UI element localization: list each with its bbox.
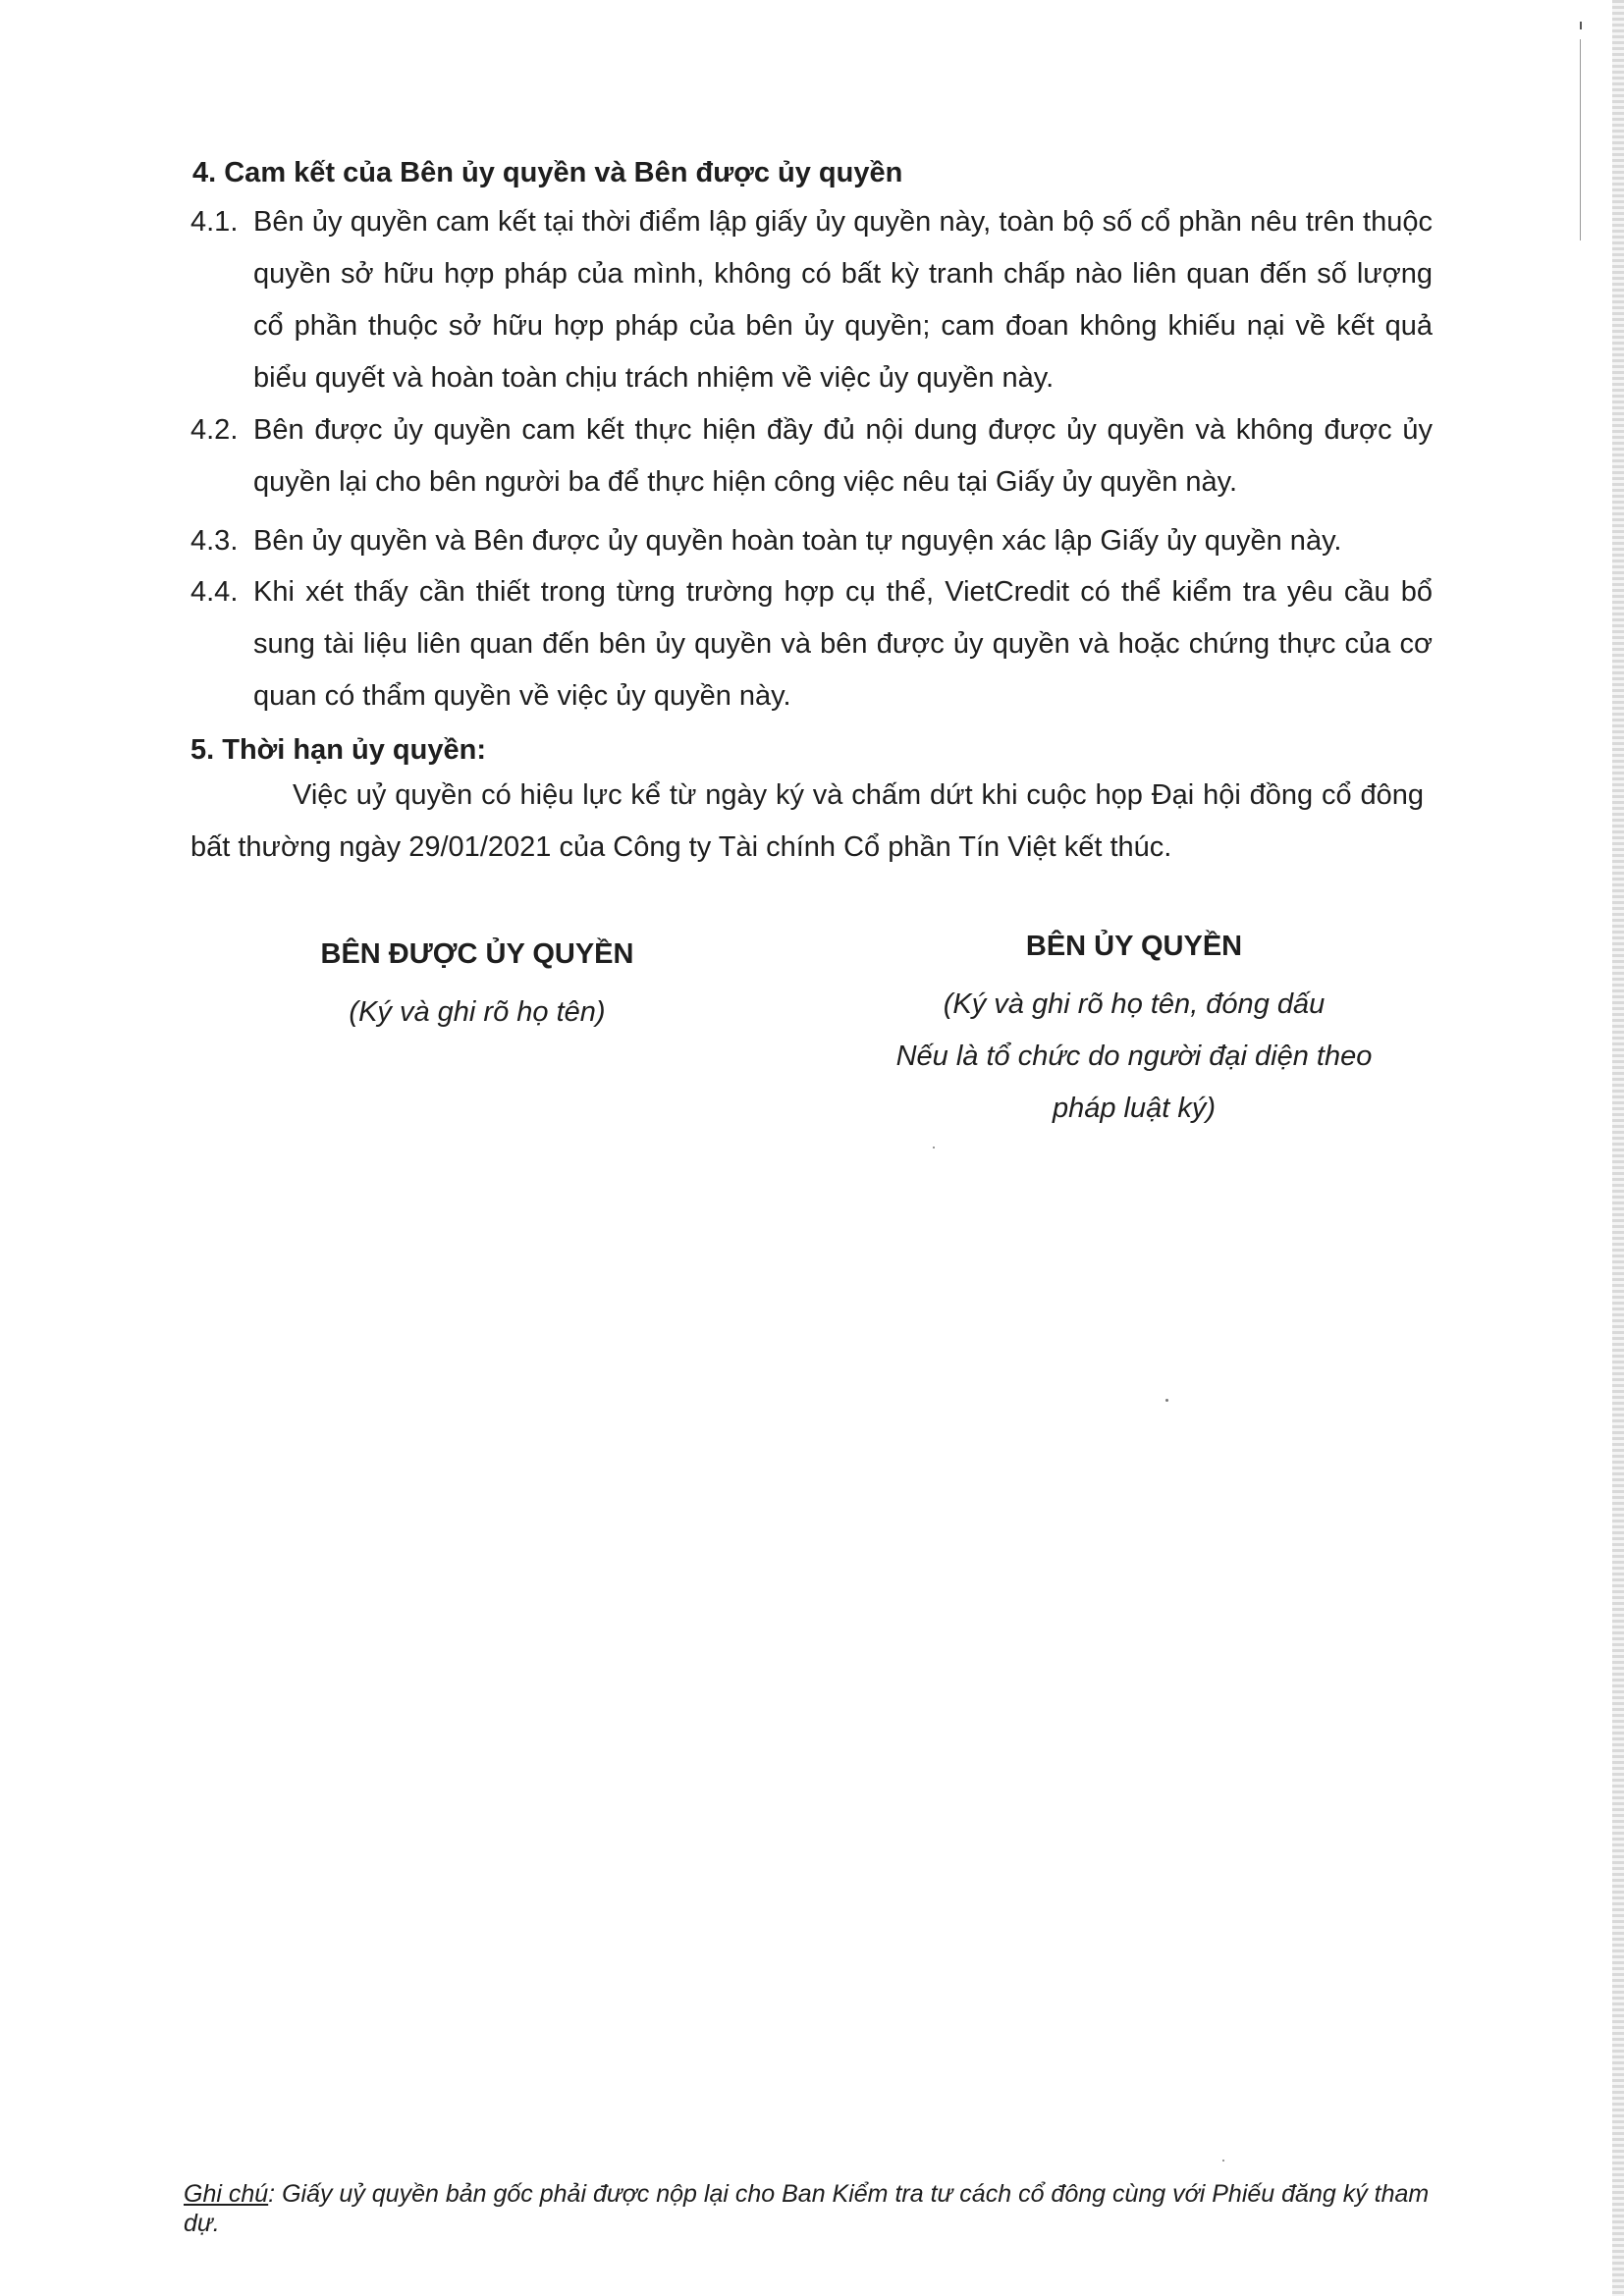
scan-mark bbox=[1580, 39, 1581, 240]
scan-speck bbox=[933, 1147, 935, 1148]
scan-speck bbox=[1165, 1399, 1168, 1402]
scan-mark bbox=[1580, 22, 1582, 29]
grantor-signature-block bbox=[839, 927, 1429, 1135]
section-4-heading: 4. Cam kết của Bên ủy quyền và Bên được ủy quyền bbox=[192, 157, 903, 188]
footnote-label: Ghi chú bbox=[184, 2180, 269, 2208]
clause-text: Bên ủy quyền và Bên được ủy quyền hoàn toàn tự nguyện xác lập Giấy ủy quyền này. bbox=[253, 525, 1342, 557]
grantor-note-line: pháp luật ký) bbox=[1052, 1093, 1217, 1124]
grantor-note-line: (Ký và ghi rõ họ tên, đóng dấu bbox=[943, 988, 1326, 1020]
clause-number: 4.1. bbox=[190, 206, 239, 238]
proxy-signature-block bbox=[271, 934, 683, 1039]
scan-speck bbox=[1222, 2160, 1224, 2162]
term-paragraph: Việc uỷ quyền có hiệu lực kể từ ngày ký và chấm dứt khi cuộc họp Đại hội đồng cổ đông bất thường ngày 29/01/2021 của Công ty Tài chính Cổ phần Tín Việt kết thúc. bbox=[190, 779, 1424, 863]
clause-4-3 bbox=[190, 515, 1433, 567]
footnote bbox=[184, 2179, 1431, 2238]
clause-text: Bên ủy quyền cam kết tại thời điểm lập giấy ủy quyền này, toàn bộ số cổ phần nêu trên thuộc quyền sở hữu hợp pháp của mình, không có bất kỳ tranh chấp nào liên quan đến số lượng cổ phần thuộc sở hữu hợp pháp của bên ủy quyền; cam đoan không khiếu nại về kết quả biểu quyết và hoàn toàn chịu trách nhiệm về việc ủy quyền này. bbox=[253, 206, 1433, 394]
clause-4-4 bbox=[190, 566, 1433, 722]
grantor-note-line: Nếu là tổ chức do người đại diện theo bbox=[895, 1041, 1373, 1072]
clause-number: 4.2. bbox=[190, 414, 239, 446]
clause-text: Bên được ủy quyền cam kết thực hiện đầy đủ nội dung được ủy quyền và không được ủy quyền lại cho bên người ba để thực hiện công việc nêu tại Giấy ủy quyền này. bbox=[253, 414, 1433, 498]
proxy-title: BÊN ĐƯỢC ỦY QUYỀN bbox=[320, 938, 634, 970]
grantor-note bbox=[839, 979, 1429, 1135]
clause-number: 4.4. bbox=[190, 576, 239, 608]
grantor-title: BÊN ỦY QUYỀN bbox=[1025, 931, 1243, 962]
clause-4-1 bbox=[190, 196, 1433, 404]
scan-edge bbox=[1612, 0, 1624, 2296]
clause-text: Khi xét thấy cần thiết trong từng trường hợp cụ thể, VietCredit có thể kiểm tra yêu cầu bổ sung tài liệu liên quan đến bên ủy quyền và bên được ủy quyền và hoặc chứng thực của cơ quan có thẩm quyền về việc ủy quyền này. bbox=[253, 576, 1433, 712]
clause-4-2 bbox=[190, 404, 1433, 508]
section-5-heading: 5. Thời hạn ủy quyền: bbox=[190, 734, 486, 766]
proxy-note: (Ký và ghi rõ họ tên) bbox=[349, 996, 606, 1028]
footnote-text: : Giấy uỷ quyền bản gốc phải được nộp lại cho Ban Kiểm tra tư cách cổ đông cùng với Phiếu đăng ký tham dự. bbox=[184, 2180, 1430, 2237]
clause-number: 4.3. bbox=[190, 525, 239, 557]
